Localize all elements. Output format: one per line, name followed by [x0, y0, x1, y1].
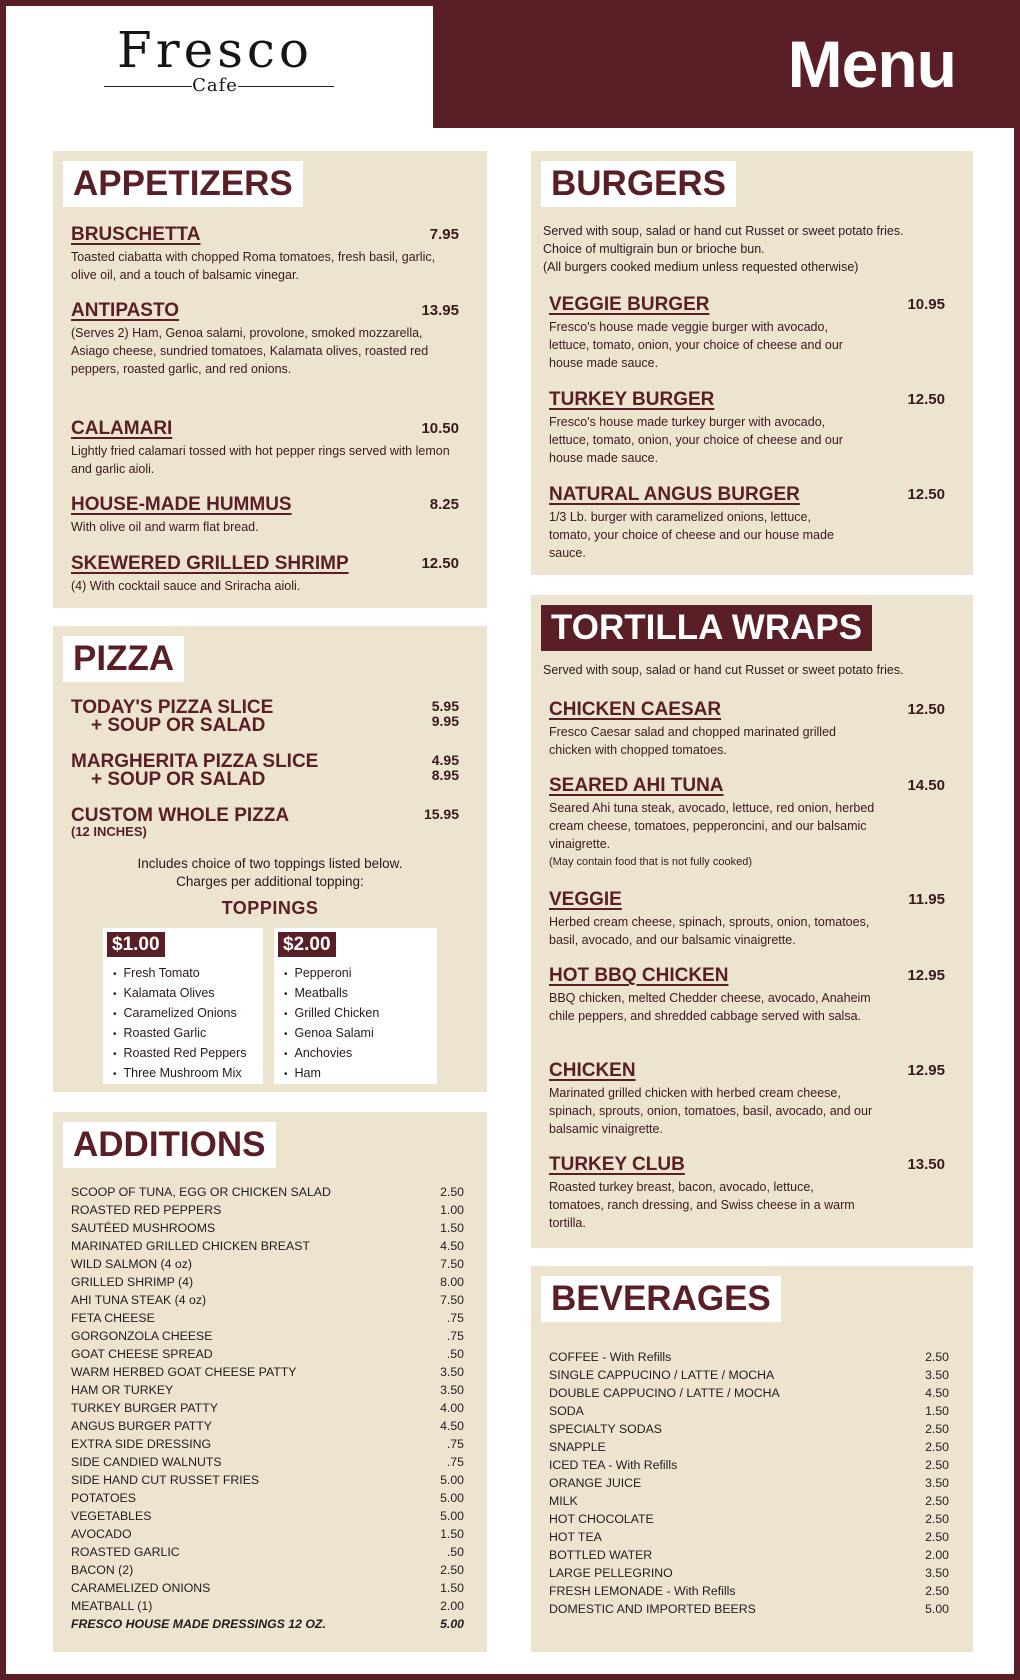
price-row [71, 1255, 464, 1273]
price-row [549, 1366, 949, 1384]
row-name: LARGE PELLEGRINO [549, 1566, 673, 1580]
pizza-section [53, 626, 487, 1092]
row-price: 2.50 [925, 1530, 949, 1544]
menu-item [71, 553, 459, 595]
row-price: 1.50 [440, 1527, 464, 1541]
item-description: 1/3 Lb. burger with caramelized onions, lettuce, tomato, your choice of cheese and our house made sauce. [549, 510, 834, 560]
item-description: (Serves 2) Ham, Genoa salami, provolone, smoked mozzarella, Asiago cheese, sundried tomatoes, Kalamata olives, roasted red peppers, roasted garlic, and red onions. [71, 326, 429, 376]
row-price: 5.00 [440, 1509, 464, 1523]
pizza-item [71, 807, 459, 839]
item-price: 11.95 [908, 891, 945, 908]
item-name: HOUSE-MADE HUMMUS [71, 494, 292, 515]
row-price: .50 [446, 1545, 464, 1559]
section-title: TORTILLA WRAPS [541, 605, 872, 651]
row-name: VEGETABLES [71, 1509, 152, 1523]
item-name: ANTIPASTO [71, 300, 180, 321]
menu-item [549, 1154, 945, 1232]
row-price: 2.50 [925, 1512, 949, 1526]
wraps-section [531, 595, 973, 1248]
row-price: 2.50 [925, 1584, 949, 1598]
row-price: 5.00 [440, 1491, 464, 1505]
item-subtitle: + SOUP OR SALAD [91, 715, 266, 736]
topping: • Genoa Salami [284, 1024, 379, 1044]
section-title: BEVERAGES [541, 1276, 781, 1322]
item-price: 10.95 [907, 296, 945, 313]
row-price: 2.50 [925, 1422, 949, 1436]
intro-line: Served with soup, salad or hand cut Russet or sweet potato fries. [543, 224, 904, 238]
row-name: GORGONZOLA CHEESE [71, 1329, 213, 1343]
item-description: BBQ chicken, melted Chedder cheese, avocado, Anaheim chile peppers, and shredded cabbage served with salsa. [549, 991, 871, 1023]
row-name: MARINATED GRILLED CHICKEN BREAST [71, 1239, 310, 1253]
row-name: BOTTLED WATER [549, 1548, 653, 1562]
item-name: SEARED AHI TUNA [549, 775, 724, 796]
item-price: 12.50 [907, 701, 945, 718]
menu-banner [433, 6, 1014, 128]
item-name: TURKEY BURGER [549, 389, 715, 410]
menu-item [71, 300, 459, 378]
menu-item [549, 889, 945, 949]
item-description: Herbed cream cheese, spinach, sprouts, onion, tomatoes, basil, avocado, and our balsamic vinaigrette. [549, 915, 870, 947]
price-single: 15.95 [423, 806, 459, 822]
row-name: MEATBALL (1) [71, 1599, 153, 1613]
price-row [549, 1402, 949, 1420]
item-name: VEGGIE BURGER [549, 294, 710, 315]
item-price: 10.50 [421, 420, 459, 437]
row-name: COFFEE - With Refills [549, 1350, 672, 1364]
topping: • Meatballs [284, 984, 379, 1004]
item-name: TODAY'S PIZZA SLICE [71, 697, 274, 718]
row-price: 5.00 [440, 1617, 464, 1631]
item-description: Fresco's house made veggie burger with avocado, lettuce, tomato, onion, your choice of cheese and our house made sauce. [549, 320, 843, 370]
item-subtitle: + SOUP OR SALAD [91, 769, 266, 790]
row-price: 3.50 [925, 1476, 949, 1490]
price-row [71, 1579, 464, 1597]
pizza-note: Charges per additional topping: [176, 874, 364, 889]
row-price: 2.00 [440, 1599, 464, 1613]
item-description: With olive oil and warm flat bread. [71, 520, 259, 534]
section-intro: Served with soup, salad or hand cut Russet or sweet potato fries. [543, 663, 904, 677]
row-price: 3.50 [925, 1566, 949, 1580]
row-name: EXTRA SIDE DRESSING [71, 1437, 212, 1451]
price-row [549, 1546, 949, 1564]
row-name: SINGLE CAPPUCINO / LATTE / MOCHA [549, 1368, 775, 1382]
item-description: Roasted turkey breast, bacon, avocado, lettuce, tomatoes, ranch dressing, and Swiss cheese in a warm tortilla. [549, 1180, 855, 1230]
row-name: SODA [549, 1404, 584, 1418]
item-price [432, 699, 459, 729]
row-price: 3.50 [925, 1368, 949, 1382]
menu-item [549, 775, 945, 871]
toppings-tier-2 [274, 928, 437, 1084]
row-price: 4.50 [925, 1386, 949, 1400]
price-row [549, 1582, 949, 1600]
toppings-title: TOPPINGS [221, 898, 319, 918]
row-name: HOT CHOCOLATE [549, 1512, 654, 1526]
menu-item [549, 699, 945, 759]
price-row [71, 1417, 464, 1435]
item-name: BRUSCHETTA [71, 224, 201, 245]
row-name: FETA CHEESE [71, 1311, 155, 1325]
price-row [549, 1564, 949, 1582]
toppings-tier-1 [103, 928, 263, 1084]
price-row [549, 1348, 949, 1366]
row-name: GRILLED SHRIMP (4) [71, 1275, 194, 1289]
menu-item [549, 965, 945, 1025]
row-name: SIDE CANDIED WALNUTS [71, 1455, 222, 1469]
row-price: 1.00 [440, 1203, 464, 1217]
row-name: ICED TEA - With Refills [549, 1458, 678, 1472]
topping: • Roasted Garlic [113, 1024, 247, 1044]
item-name: SKEWERED GRILLED SHRIMP [71, 553, 349, 574]
topping: • Caramelized Onions [113, 1004, 247, 1024]
row-price: 1.50 [440, 1221, 464, 1235]
intro-line: Choice of multigrain bun or brioche bun. [543, 242, 765, 256]
price-row [71, 1453, 464, 1471]
price-row [549, 1510, 949, 1528]
row-name: WILD SALMON (4 oz) [71, 1257, 192, 1271]
price-single: 4.95 [431, 752, 459, 768]
row-name: AHI TUNA STEAK (4 oz) [71, 1293, 207, 1307]
item-name: CUSTOM WHOLE PIZZA [71, 805, 290, 826]
beverages-section [531, 1266, 973, 1652]
price-row [71, 1345, 464, 1363]
row-price: 8.00 [440, 1275, 464, 1289]
logo-subtitle: Cafe [192, 75, 238, 96]
row-name: CARAMELIZED ONIONS [71, 1581, 211, 1595]
intro-line: (All burgers cooked medium unless requested otherwise) [543, 260, 859, 274]
pizza-note: Includes choice of two toppings listed below. [137, 856, 403, 871]
price-row [71, 1327, 464, 1345]
item-note: (May contain food that is not fully cooked) [549, 856, 752, 868]
row-price: 2.50 [440, 1563, 464, 1577]
row-price: .50 [446, 1347, 464, 1361]
row-price: 1.50 [925, 1404, 949, 1418]
item-name: HOT BBQ CHICKEN [549, 965, 729, 986]
item-price: 12.50 [907, 486, 945, 503]
row-name: SIDE HAND CUT RUSSET FRIES [71, 1473, 260, 1487]
topping: • Ham [284, 1064, 379, 1084]
row-price: 4.00 [440, 1401, 464, 1415]
item-description: Fresco Caesar salad and chopped marinated grilled chicken with chopped tomatoes. [549, 725, 836, 757]
item-price [432, 753, 459, 783]
price-row [71, 1561, 464, 1579]
row-price: 2.50 [925, 1440, 949, 1454]
tier-price: $2.00 [278, 932, 336, 957]
row-name: ANGUS BURGER PATTY [71, 1419, 212, 1433]
menu-item [549, 294, 945, 372]
price-row [71, 1471, 464, 1489]
beverages-list [549, 1348, 949, 1618]
row-price: 5.00 [925, 1602, 949, 1616]
row-name: SPECIALTY SODAS [549, 1422, 662, 1436]
pizza-item [71, 699, 459, 735]
row-price: 2.50 [925, 1458, 949, 1472]
row-name: FRESCO HOUSE MADE DRESSINGS 12 OZ. [71, 1617, 326, 1631]
row-price: 4.50 [440, 1419, 464, 1433]
burgers-section [531, 151, 973, 575]
row-price: .75 [446, 1437, 464, 1451]
appetizers-section [53, 151, 487, 608]
row-name: HAM OR TURKEY [71, 1383, 174, 1397]
price-combo: 8.95 [431, 767, 459, 783]
menu-page [6, 6, 1014, 1674]
price-row [549, 1492, 949, 1510]
price-single: 5.95 [431, 698, 459, 714]
item-price: 7.95 [429, 226, 459, 243]
item-price: 12.50 [907, 391, 945, 408]
item-price: 13.50 [907, 1156, 945, 1173]
price-row [71, 1525, 464, 1543]
price-row [549, 1456, 949, 1474]
price-row [549, 1474, 949, 1492]
row-name: SAUTÉED MUSHROOMS [71, 1221, 216, 1235]
item-name: MARGHERITA PIZZA SLICE [71, 751, 319, 772]
item-price: 12.95 [907, 1062, 945, 1079]
item-price: 12.95 [907, 967, 945, 984]
section-title: APPETIZERS [63, 161, 303, 207]
toppings-list [284, 964, 379, 1084]
logo [6, 6, 433, 128]
item-description: Fresco's house made turkey burger with avocado, lettuce, tomato, onion, your choice of cheese and our house made sauce. [549, 415, 843, 465]
item-description: Seared Ahi tuna steak, avocado, lettuce, red onion, herbed cream cheese, tomatoes, pepperoncini, and our balsamic vinaigrette. [549, 801, 875, 851]
logo-wordmark: Fresco [117, 21, 313, 79]
item-subtitle: (12 INCHES) [71, 824, 147, 839]
pizza-item [71, 753, 459, 789]
row-name: ROASTED GARLIC [71, 1545, 180, 1559]
row-name: POTATOES [71, 1491, 136, 1505]
topping: • Kalamata Olives [113, 984, 247, 1004]
section-title: BURGERS [541, 161, 736, 207]
item-price: 8.25 [429, 496, 459, 513]
item-price: 14.50 [907, 777, 945, 794]
price-row [549, 1384, 949, 1402]
price-row [549, 1600, 949, 1618]
item-price [424, 807, 459, 822]
menu-item [549, 389, 945, 467]
row-name: TURKEY BURGER PATTY [71, 1401, 218, 1415]
price-row [71, 1399, 464, 1417]
toppings-list [113, 964, 247, 1084]
price-row [549, 1420, 949, 1438]
item-description: Lightly fried calamari tossed with hot pepper rings served with lemon and garlic aioli. [71, 444, 450, 476]
item-name: CALAMARI [71, 418, 173, 439]
price-row [71, 1543, 464, 1561]
row-price: 2.00 [925, 1548, 949, 1562]
price-row [71, 1183, 464, 1201]
topping: • Roasted Red Peppers [113, 1044, 247, 1064]
row-name: HOT TEA [549, 1530, 602, 1544]
item-name: TURKEY CLUB [549, 1154, 685, 1175]
price-row [71, 1615, 464, 1633]
price-row [71, 1237, 464, 1255]
row-name: WARM HERBED GOAT CHEESE PATTY [71, 1365, 297, 1379]
row-price: 5.00 [440, 1473, 464, 1487]
item-description: Toasted ciabatta with chopped Roma tomatoes, fresh basil, garlic, olive oil, and a touch of balsamic vinegar. [71, 250, 436, 282]
price-row [71, 1291, 464, 1309]
row-price: 7.50 [440, 1257, 464, 1271]
row-name: FRESH LEMONADE - With Refills [549, 1584, 736, 1598]
row-price: 1.50 [440, 1581, 464, 1595]
row-name: DOUBLE CAPPUCINO / LATTE / MOCHA [549, 1386, 780, 1400]
item-name: VEGGIE [549, 889, 622, 910]
price-combo: 9.95 [431, 713, 459, 729]
tier-price: $1.00 [107, 932, 165, 957]
price-row [71, 1381, 464, 1399]
price-row [71, 1435, 464, 1453]
row-price: .75 [446, 1455, 464, 1469]
price-row [71, 1597, 464, 1615]
page-title: Menu [787, 27, 956, 101]
item-description: Marinated grilled chicken with herbed cream cheese, spinach, sprouts, onion, tomatoes, basil, avocado, and our balsamic vinaigrette. [549, 1086, 873, 1136]
topping: • Grilled Chicken [284, 1004, 379, 1024]
row-price: .75 [446, 1311, 464, 1325]
price-row [71, 1489, 464, 1507]
additions-section [53, 1112, 487, 1652]
item-name: NATURAL ANGUS BURGER [549, 484, 800, 505]
topping: • Anchovies [284, 1044, 379, 1064]
row-price: 3.50 [440, 1365, 464, 1379]
price-row [549, 1438, 949, 1456]
row-price: 7.50 [440, 1293, 464, 1307]
row-price: 4.50 [440, 1239, 464, 1253]
row-name: AVOCADO [71, 1527, 132, 1541]
row-name: DOMESTIC AND IMPORTED BEERS [549, 1602, 756, 1616]
topping: • Three Mushroom Mix [113, 1064, 247, 1084]
price-row [549, 1528, 949, 1546]
item-description: (4) With cocktail sauce and Sriracha aioli. [71, 579, 301, 593]
row-price: 2.50 [925, 1350, 949, 1364]
row-name: MILK [549, 1494, 578, 1508]
row-price: 2.50 [925, 1494, 949, 1508]
menu-item [549, 1060, 945, 1138]
price-row [71, 1363, 464, 1381]
item-name: CHICKEN [549, 1060, 636, 1081]
additions-list [71, 1183, 464, 1633]
topping: • Pepperoni [284, 964, 379, 984]
row-name: SNAPPLE [549, 1440, 606, 1454]
price-row [71, 1507, 464, 1525]
price-row [71, 1309, 464, 1327]
row-name: ROASTED RED PEPPERS [71, 1203, 222, 1217]
price-row [71, 1201, 464, 1219]
row-price: 3.50 [440, 1383, 464, 1397]
row-price: .75 [446, 1329, 464, 1343]
price-row [71, 1219, 464, 1237]
menu-item [71, 494, 459, 536]
row-name: SCOOP OF TUNA, EGG OR CHICKEN SALAD [71, 1185, 331, 1199]
menu-item [71, 224, 459, 284]
item-price: 12.50 [421, 555, 459, 572]
row-name: ORANGE JUICE [549, 1476, 642, 1490]
topping: • Fresh Tomato [113, 964, 247, 984]
menu-item [549, 484, 945, 562]
item-price: 13.95 [421, 302, 459, 319]
row-name: BACON (2) [71, 1563, 134, 1577]
section-title: PIZZA [63, 636, 184, 682]
row-name: GOAT CHEESE SPREAD [71, 1347, 213, 1361]
section-intro [543, 222, 961, 276]
row-price: 2.50 [440, 1185, 464, 1199]
menu-item [71, 418, 459, 478]
section-title: ADDITIONS [63, 1122, 276, 1168]
price-row [71, 1273, 464, 1291]
item-name: CHICKEN CAESAR [549, 699, 722, 720]
